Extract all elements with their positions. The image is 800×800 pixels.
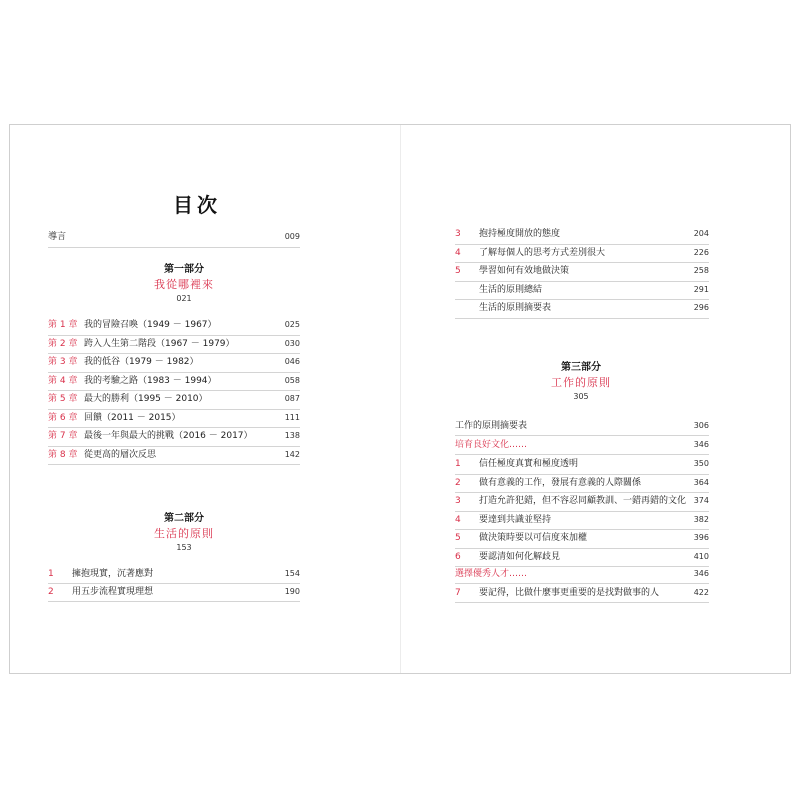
part-title: 工作的原則 [551,376,611,389]
entry-label: 打造允許犯錯，但不容忍同顧教訓、一錯再錯的文化 [479,496,687,506]
entry-label: 最大的勝利（1995 － 2010） [84,394,208,404]
chapter-number: 第 1 章 [48,320,78,330]
entry-page: 204 [693,229,709,238]
entry-page: 396 [693,533,709,542]
entry-page: 058 [284,375,300,385]
entry-label: 從更高的層次反思 [84,449,157,460]
part-page: 305 [573,392,589,401]
toc-entry[interactable] [48,566,300,582]
toc-entry[interactable] [48,391,300,407]
chapter-number: 第 8 章 [48,449,78,460]
entry-page: 154 [284,569,300,578]
toc-entry[interactable] [455,530,709,546]
part-title: 生活的原則 [154,527,214,540]
entry-page: 142 [284,449,300,459]
divider [455,454,709,455]
entry-page: 009 [284,232,300,241]
toc-entry[interactable] [455,263,709,279]
entry-label: 回饋（2011 － 2015） [84,412,181,423]
toc-entry[interactable] [455,245,709,261]
entry-page: 226 [693,247,709,257]
entry-number: 6 [455,551,461,562]
divider [48,247,300,248]
entry-label: 選擇優秀人才…… [455,569,528,579]
chapter-number: 第 7 章 [48,431,78,441]
entry-label: 了解每個人的思考方式差別很大 [479,247,606,258]
entry-page: 025 [284,320,300,329]
entry-page: 374 [693,496,709,505]
entry-label: 要認清如何化解歧見 [479,551,561,562]
toc-entry[interactable] [48,584,300,600]
entry-label: 培育良好文化…… [455,440,528,450]
part-title: 我從哪裡來 [154,278,214,291]
entry-label: 學習如何有效地做決策 [479,266,570,276]
toc-section-culture[interactable] [455,437,709,453]
page-title: 目次 [173,193,221,217]
toc-entry[interactable] [48,336,300,352]
entry-number: 3 [455,229,461,239]
entry-number: 4 [455,247,461,258]
entry-page: 111 [284,412,300,422]
entry-label: 要記得，比做什麼事更重要的是找對做事的人 [479,588,660,598]
entry-number: 5 [455,533,461,543]
toc-entry[interactable] [48,447,300,463]
entry-label: 我的低谷（1979 － 1982） [84,357,199,367]
entry-label: 工作的原則摘要表 [455,421,528,431]
divider [455,435,709,436]
toc-entry[interactable] [455,512,709,528]
divider [48,601,300,602]
part-page: 153 [176,543,192,552]
entry-page: 422 [693,588,709,597]
entry-page: 138 [284,431,300,440]
entry-label: 要達到共識並堅持 [479,514,552,525]
entry-page: 030 [284,338,300,348]
toc-entry[interactable] [48,354,300,370]
entry-label: 信任極度真實和極度透明 [479,459,579,469]
entry-label: 最後一年與最大的挑戰（2016 － 2017） [84,431,253,441]
part-label: 第二部分 [164,513,204,524]
toc-entry[interactable] [455,456,709,472]
entry-page: 306 [693,421,709,430]
entry-number: 3 [455,496,461,506]
chapter-number: 第 6 章 [48,412,78,423]
entry-number: 5 [455,266,461,276]
toc-entry-summary[interactable] [455,418,709,434]
entry-page: 296 [693,303,709,312]
entry-number: 1 [48,569,54,579]
part-page: 021 [176,294,192,303]
entry-label: 我的考驗之路（1983 － 1994） [84,375,217,386]
page-gutter [400,125,401,673]
entry-label: 做有意義的工作，發展有意義的人際關係 [479,477,642,488]
entry-page: 410 [693,551,709,561]
entry-number: 2 [48,587,54,597]
part-label: 第三部分 [561,362,601,373]
toc-entry[interactable] [455,585,709,601]
entry-label: 我的冒險召喚（1949 － 1967） [84,320,217,330]
toc-entry[interactable] [455,549,709,565]
toc-entry-intro[interactable] [48,229,300,245]
entry-label: 用五步流程實現理想 [72,587,154,597]
entry-number: 7 [455,588,461,598]
entry-label: 抱持極度開放的態度 [479,229,561,239]
entry-page: 046 [284,357,300,366]
toc-entry[interactable] [455,493,709,509]
entry-page: 087 [284,394,300,403]
toc-entry[interactable] [455,300,709,316]
part-label: 第一部分 [164,264,204,275]
toc-entry[interactable] [455,226,709,242]
divider [455,583,709,584]
chapter-number: 第 3 章 [48,357,78,367]
entry-page: 364 [693,477,709,487]
divider [455,318,709,319]
divider [48,464,300,465]
toc-section-people[interactable] [455,566,709,582]
toc-entry[interactable] [48,410,300,426]
entry-page: 350 [693,459,709,468]
entry-page: 190 [284,587,300,596]
entry-label: 擁抱現實，沉著應對 [72,569,154,579]
entry-label: 生活的原則總結 [479,284,543,295]
entry-label: 做決策時要以可信度來加權 [479,533,588,543]
part-heading-1 [124,263,244,305]
toc-entry[interactable] [455,475,709,491]
toc-entry[interactable] [48,317,300,333]
entry-page: 346 [693,440,709,449]
chapter-number: 第 5 章 [48,394,78,404]
part-heading-3 [521,361,641,403]
entry-number: 1 [455,459,461,469]
chapter-number: 第 2 章 [48,338,78,349]
entry-number: 2 [455,477,461,488]
divider [455,602,709,603]
entry-page: 258 [693,266,709,275]
entry-label: 導言 [48,232,67,242]
entry-page: 346 [693,569,709,578]
chapter-number: 第 4 章 [48,375,78,386]
entry-label: 跨入人生第二階段（1967 － 1979） [84,338,235,349]
entry-page: 382 [693,514,709,524]
part-heading-2 [124,512,244,554]
toc-entry[interactable] [48,428,300,444]
entry-number: 4 [455,514,461,525]
toc-entry[interactable] [48,373,300,389]
entry-label: 生活的原則摘要表 [479,303,552,313]
entry-page: 291 [693,284,709,294]
toc-entry[interactable] [455,282,709,298]
